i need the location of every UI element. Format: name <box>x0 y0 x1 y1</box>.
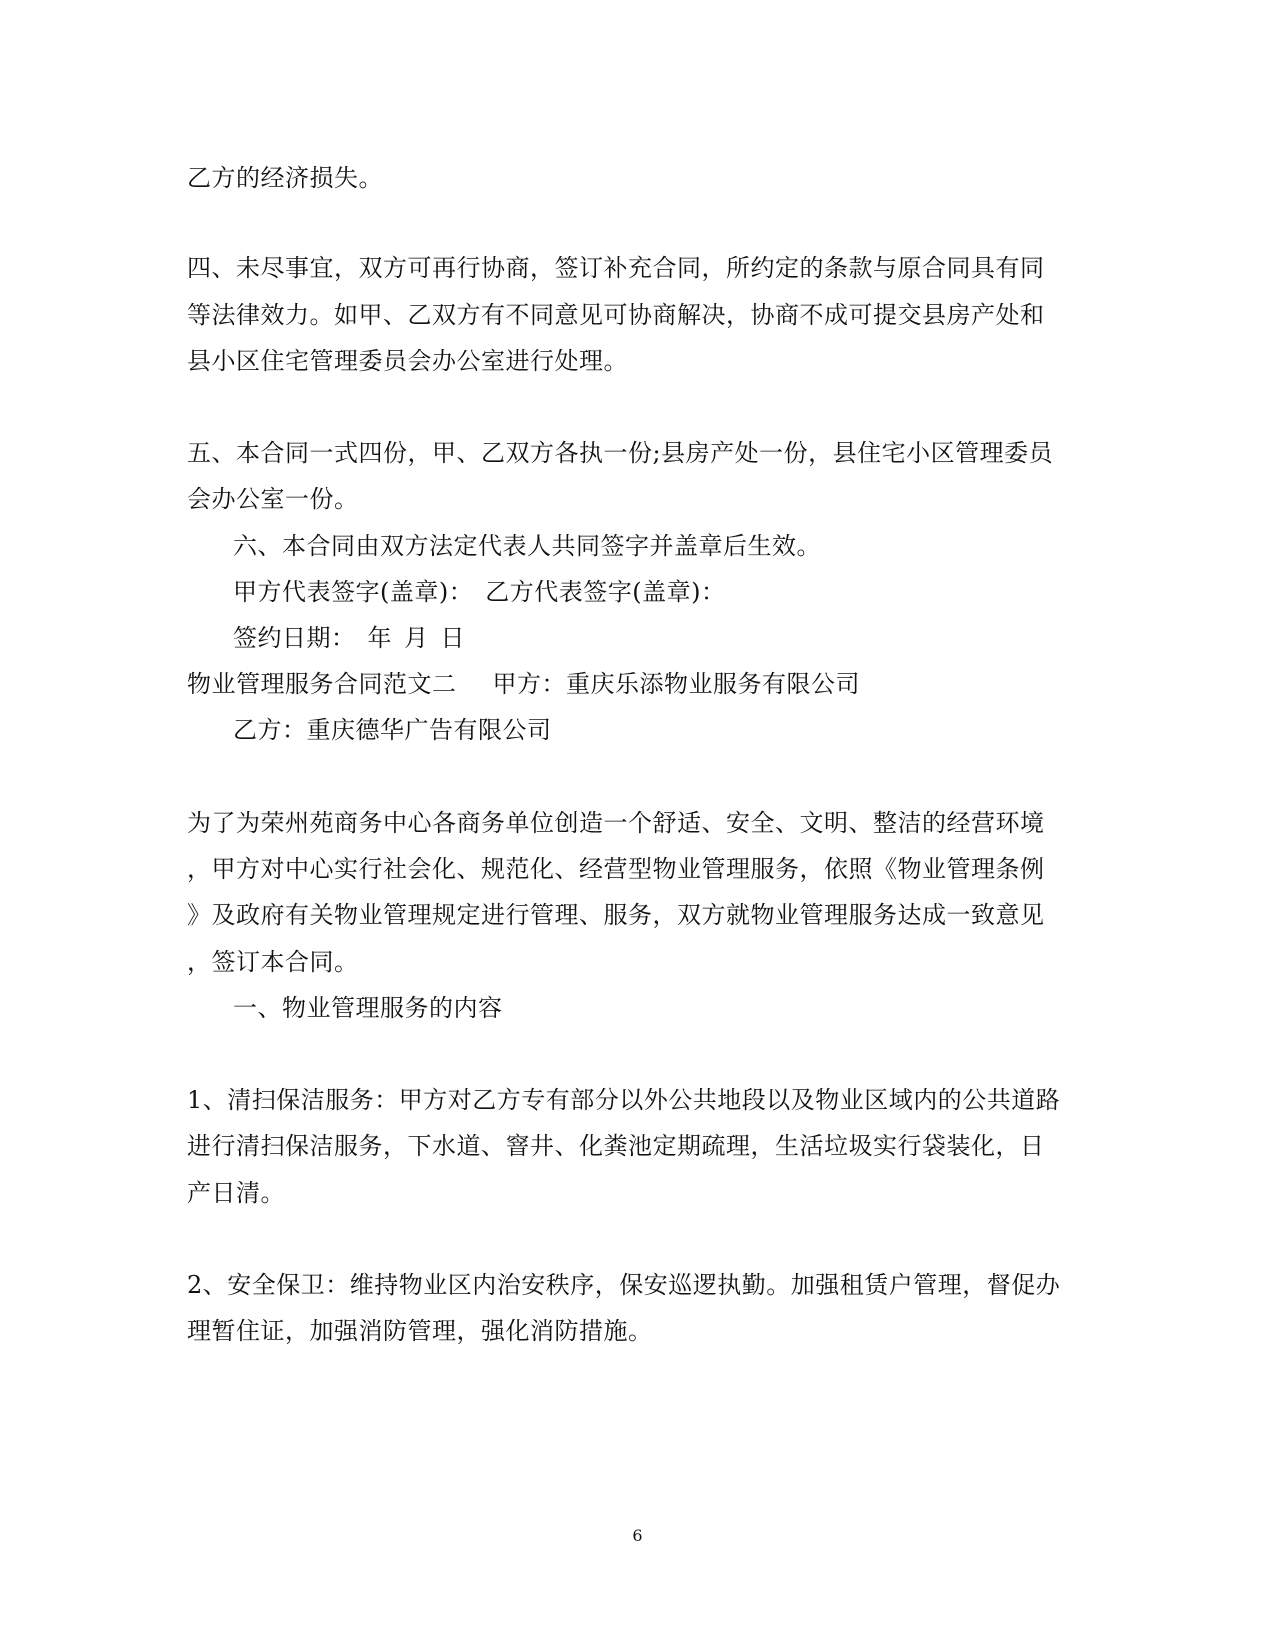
paragraph-line: 等法律效力。如甲、乙双方有不同意见可协商解决，协商不成可提交县房产处和 <box>187 301 1045 329</box>
party-b-signature-label: 乙方代表签字(盖章)： <box>485 578 726 606</box>
paragraph-line: 理暂住证，加强消防管理，强化消防措施。 <box>187 1317 653 1345</box>
paragraph-line: 六、本合同由双方法定代表人共同签字并盖章后生效。 <box>233 532 821 560</box>
signature-line <box>233 576 725 608</box>
party-a-signature-label: 甲方代表签字(盖章)： <box>233 578 474 606</box>
paragraph-line: 四、未尽事宜，双方可再行协商，签订补充合同，所约定的条款与原合同具有同 <box>187 254 1045 282</box>
paragraph-line: 进行清扫保洁服务，下水道、窨井、化粪池定期疏理，生活垃圾实行袋装化，日 <box>187 1132 1045 1160</box>
paragraph-line: 会办公室一份。 <box>187 485 359 513</box>
paragraph-line: 县小区住宅管理委员会办公室进行处理。 <box>187 347 628 375</box>
party-a-name: 甲方：重庆乐添物业服务有限公司 <box>492 670 860 698</box>
party-b-name: 乙方：重庆德华广告有限公司 <box>233 716 552 744</box>
section-heading: 一、物业管理服务的内容 <box>233 994 503 1022</box>
sample-heading-line <box>187 668 860 700</box>
paragraph-line: 五、本合同一式四份，甲、乙双方各执一份;县房产处一份，县住宅小区管理委员 <box>187 439 1054 467</box>
sign-date-year: 年 <box>367 624 392 652</box>
sign-date-month: 月 <box>404 624 429 652</box>
paragraph-line: ，甲方对中心实行社会化、规范化、经营型物业管理服务，依照《物业管理条例 <box>187 855 1045 883</box>
paragraph-line: 》及政府有关物业管理规定进行管理、服务，双方就物业管理服务达成一致意见 <box>187 901 1045 929</box>
page-number: 6 <box>632 1526 643 1545</box>
paragraph-line: ，签订本合同。 <box>187 948 359 976</box>
sign-date-label: 签约日期： <box>233 624 356 652</box>
paragraph-line: 1、清扫保洁服务：甲方对乙方专有部分以外公共地段以及物业区域内的公共道路 <box>187 1086 1061 1114</box>
sign-date-day: 日 <box>440 624 465 652</box>
paragraph-line: 2、安全保卫：维持物业区内治安秩序，保安巡逻执勤。加强租赁户管理，督促办 <box>187 1271 1061 1299</box>
sample-title: 物业管理服务合同范文二 <box>187 670 457 698</box>
paragraph-line: 为了为荣州苑商务中心各商务单位创造一个舒适、安全、文明、整洁的经营环境 <box>187 809 1045 837</box>
paragraph-line: 产日清。 <box>187 1179 285 1207</box>
paragraph-line: 乙方的经济损失。 <box>187 164 383 192</box>
sign-date-line <box>233 622 465 654</box>
